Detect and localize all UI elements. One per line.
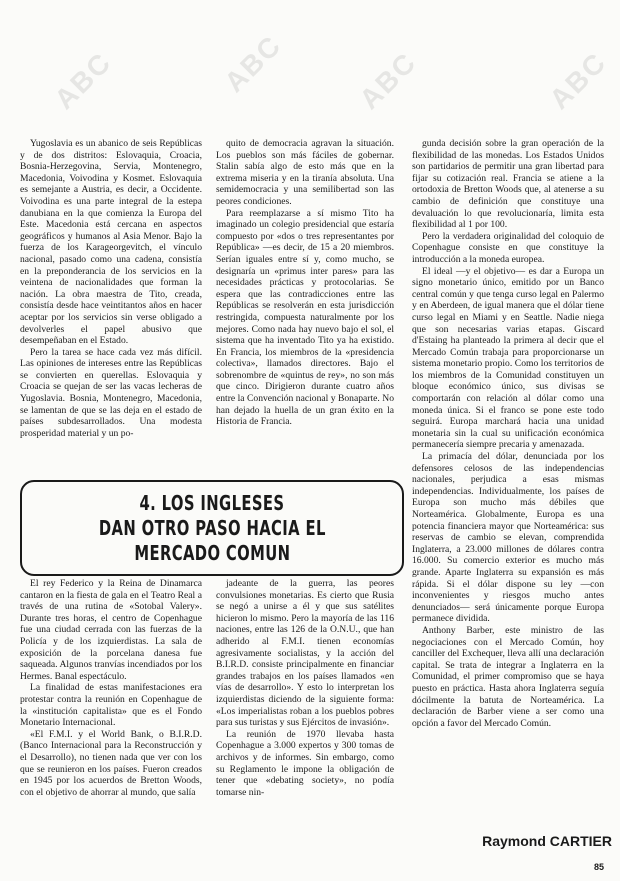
paragraph: «El F.M.I. y el World Bank, o B.I.R.D. (Banco Internacional para la Reconstrucción y el Desarrollo), no tienen nada que ver con los que se reunieron en los países. Fueron creados en 1945 por los acuerdos de Bretton Woods, con el objetivo de ahorrar al mundo, que salía: [20, 728, 202, 798]
paragraph: La primacía del dólar, denunciada por los defensores celosos de las independencias nacionales, perjudica a esas mismas independencias. Individualmente, los países de Europa son mucho más débiles que Norteamérica. Globalmente, Europa es una potencia financiera mayor que Norteamérica: sus reservas de cambio se elevan, comprendida Inglaterra, a 23.000 millones de dólares contra 16.000. Su comercio exterior es mucho más grande. Aparte Inglaterra su expansión es más rápida. Si el dólar dispone su ley —con inconvenientes y riesgos mucho antes denunciados— será únicamente porque Europa permanece dividida.: [412, 451, 604, 625]
article-column-3: [412, 138, 604, 878]
paragraph: Anthony Barber, este ministro de las negociaciones con el Mercado Común, hoy canciller del Exchequer, lleva allí una declaración capital. Se trata de integrar a Inglaterra en la Comunidad, el primer compromiso que se haya puesto en práctica. Hasta ahora Inglaterra seguía dócilmente la batuta de Norteamérica. La declaración de Barber viene a ser como una opción a favor del Mercado Común.: [412, 624, 604, 729]
author-signature: Raymond CARTIER: [482, 833, 612, 849]
paragraph: El ideal —y el objetivo— es dar a Europa un signo monetario único, emitido por un Banco central común y que tenga curso legal en Palermo y en Aberdeen, de igual manera que el dólar tiene curso legal en Miami y en Seattle. Nadie niega que son necesarias varias etapas. Giscard d'Estaing ha planteado la primera al decir que el Mercado Común trabaja para proporcionarse un sistema monetario propio. Como los territorios de los miembros de la Comunidad constituyen un bloque económico único, sus divisas se comportarán con relación al dólar como una moneda única. Si el franco se pone este todo seguirá. Europa marchará hacia una unidad monetaria sin la cual su unificación económica permanecería siempre precaria y amenazada.: [412, 265, 604, 451]
article-column-5: [216, 578, 394, 878]
article-column-1: [20, 138, 202, 460]
section-headline-line: 4. LOS INGLESES: [139, 490, 285, 515]
article-column-4: [20, 578, 202, 878]
article-column-2: [216, 138, 394, 460]
paragraph: La finalidad de estas manifestaciones era protestar contra la reunión en Copenhague de la «institución capitalista» que es el Fondo Monetario Internacional.: [20, 682, 202, 729]
paragraph: quito de democracia agravan la situación. Los pueblos son más fáciles de gobernar. Stalin sabía algo de esto más que en la extrema miseria y en la tiranía absoluta. Una semidemocracia y una semilibertad son las peores condiciones.: [216, 138, 394, 207]
paragraph: La reunión de 1970 llevaba hasta Copenhague a 3.000 expertos y 300 tomas de archivos y de informes. Sin embargo, como su Reglamento le impone la obligación de tener que «debating society», no podía tomarse nin-: [216, 728, 394, 798]
section-headline-box: [20, 480, 404, 576]
watermark: ABC: [48, 46, 118, 116]
paragraph: Pero la verdadera originalidad del coloquio de Copenhague consiste en que constituye la introducción a la moneda europea.: [412, 230, 604, 265]
paragraph: El rey Federico y la Reina de Dinamarca cantaron en la fiesta de gala en el Teatro Real a través de una rutina de «Sotobal Valery». Durante tres horas, el centro de Copenhague fue una ciudad cerrada con las fuerzas de la Policía y de los izquierdistas. La sala de exposición de la porcelana danesa fue saqueada. Algunos tranvías incendiados por los Hermes. Banal espectáculo.: [20, 578, 202, 682]
paragraph: Para reemplazarse a sí mismo Tito ha imaginado un colegio presidencial que estaría compuesto por «dos o tres representantes por República» —es decir, de 15 a 20 miembros. Serían iguales entre sí y, como mucho, se designaría un «primus inter pares» para las necesidades prácticas y protocolarias. Se espera que las contradicciones entre las Repúblicas se resolverán en esta jurisdicción restringida, compuesta naturalmente por los mejores. Como nada hay nuevo bajo el sol, el sistema que ha inventado Tito ya ha existido. En Francia, los miembros de la «presidencia colectiva», llamados directores. Bajo el sobrenombre de «quintus de rey», no son más que cinco. Dirigieron durante cuatro años entre la Convención nacional y Bonaparte. No han dejado la huella de un gran éxito en la Historia de Francia.: [216, 207, 394, 428]
paragraph: Yugoslavia es un abanico de seis Repúblicas y de dos distritos: Eslovaquia, Croacia, Bosnia-Herzegovina, Servia, Montenegro, Macedonia, Voivodina y Kosmet. Eslovaquia es semejante a Austria, es decir, a Occidente. Voivodina es una parte integral de la estepa danubiana en la que comienza la Europa del Este. Macedonia está cercana en aspectos geográficos y humanos al Asia Menor. Bajo la fuerza de los Karageorgevitch, el vínculo nacional, pasado como una cadena, consistía en la preponderancia de los servicios en la veintena de nacionalidades que forman la nación. La obra maestra de Tito, creada, consistía desde hace veintitantos años en hacer aceptar por los servicios sin verse obligado a devolverles el papel abusivo que desempeñaban en el Estado.: [20, 138, 202, 347]
page-number: 85: [594, 862, 605, 872]
watermark: ABC: [218, 29, 288, 99]
paragraph: Pero la tarea se hace cada vez más difícil. Las opiniones de intereses entre las Repúblicas se convierten en querellas. Eslovaquia y Croacia se quejan de ser las vacas lecheras de Yugoslavia. Bosnia, Montenegro, Macedonia, se lamentan de que se las deja en el estado de países subdesarrollados. Una modesta prosperidad material y un po-: [20, 346, 202, 439]
paragraph: gunda decisión sobre la gran operación de la flexibilidad de las monedas. Los Estados Unidos son partidarios de permitir una gran libertad para fijar su cotización real. Francia se atiene a la ortodoxia de Bretton Woods que, al atenerse a su cambio de definición que constituye una devaluación lo que revolucionaría, limita esta flexibilidad al 1 por 100.: [412, 138, 604, 231]
watermark: ABC: [543, 46, 613, 116]
section-headline-line: DAN OTRO PASO HACIA EL: [98, 515, 326, 540]
watermark: ABC: [353, 46, 423, 116]
section-headline-line: MERCADO COMUN: [134, 540, 290, 565]
paragraph: jadeante de la guerra, las peores convulsiones monetarias. Es cierto que Rusia se negó a unirse a él y que sus satélites hicieron lo mismo. Pero la mayoría de las 116 naciones, entre las 126 de la O.N.U., que han adherido al F.M.I. tienen economías agresivamente socialistas, y la acción del B.I.R.D. consiste principalmente en financiar grandes trabajos en los países llamados «en vías de desarrollo». Y esto lo interpretan los izquierdistas diciendo de la siguiente forma: «Los imperialistas roban a los pueblos pobres para sus turistas y sus Ejércitos de invasión».: [216, 578, 394, 729]
